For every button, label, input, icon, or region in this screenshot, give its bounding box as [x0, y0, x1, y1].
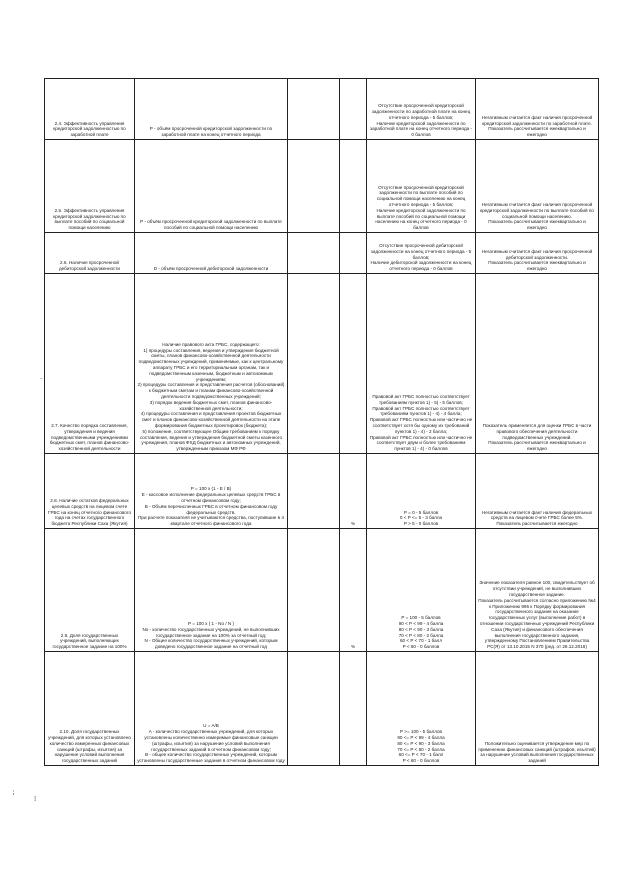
- formula-cell: P = 100 x ( 1 - No / N ) No - количество государственных учреждений, не выполнивших государственное задание на 100% за отчетный год; N - Общее количество государственных учреждений, которым доведено государственное задание на отчетный год: [135, 529, 288, 652]
- table-row: [45, 79, 599, 140]
- scoring-cell: Правовой акт ГРБС полностью соответствует требованиям пунктов 1) - 5) - 5 баллов; Правовой акт ГРБС полностью соответствует требованиям пунктов 1) - 4) - 4 балла; Правовой акт ГРБС полностью или частично не соответствует хотя бы одному из требований пунктов 1) - 4) - 2 балла; Правовой акт ГРБС полностью или частично не соответствует двум и более требованиям пунктов 1) - 4) - 0 баллов: [367, 274, 476, 454]
- unit-cell: %: [340, 454, 367, 529]
- unit-cell: [340, 274, 367, 454]
- scan-artifact: ⁏: [12, 788, 15, 796]
- formula-cell: P - объём просроченной кредиторской задолженности по выплате пособий по социальной помощи населению: [135, 140, 288, 233]
- scoring-cell: P = 0 - 5 баллов 0 < P <= 5 - 3 балла P > 5 - 0 баллов: [367, 454, 476, 529]
- scan-artifact: ⁞: [34, 795, 37, 803]
- comment-cell: Негативным считается факт наличия федеральных средств на лицевом счете ГРБС более 5%. Показатель рассчитывается ежегодно: [476, 454, 599, 529]
- indicator-name-cell: 2.10. Доля государственных учреждений, для которых установлено количество измеренных финансовых санкций (штрафы, изъятия) за нарушение условий выполнения государственных заданий: [45, 652, 135, 766]
- indicator-name-cell: 2.7. Качество порядка составления, утверждения и ведения подведомственными учреждениями бюджетных смет, планов финансово-хозяйственной деятельности: [45, 274, 135, 454]
- empty-cell: [288, 79, 340, 140]
- table-row: [45, 233, 599, 274]
- scoring-cell: P = 100 - 5 баллов 90 < P < 99 - 4 балла 80 < P < 90 - 3 балла 70 < P < 80 - 2 балла 60 < P < 70 - 1 балл P < 60 - 0 баллов: [367, 529, 476, 652]
- table-row: [45, 454, 599, 529]
- formula-cell: P - объём просроченной кредиторской задолженности по заработной плате на конец отчетного периода: [135, 79, 288, 140]
- indicator-name-cell: 2.6. Наличие просроченной дебиторской задолженности: [45, 233, 135, 274]
- unit-cell: [340, 233, 367, 274]
- table-row: [45, 529, 599, 652]
- unit-cell: [340, 140, 367, 233]
- unit-cell: [340, 652, 367, 766]
- comment-cell: Положительно оценивается утверждение мер по применению финансовых санкций (штрафов, изъятий) за нарушение условий выполнения государственных заданий: [476, 652, 599, 766]
- formula-cell: P = 100 x (1 - E / B) E - кассовое исполнение федеральных целевых средств ГРБС в отчетном финансовом году; B - Объём перечисленных ГРБС в отчетном финансовом году федеральных средств. При расчете показателя не учитываются средства, поступившие в 4 квартале отчетного финансового года: [135, 454, 288, 529]
- empty-cell: [288, 140, 340, 233]
- empty-cell: [288, 454, 340, 529]
- scoring-cell: Отсутствие просроченной дебиторской задолженности на конец отчетного периода - 5 баллов; Наличие дебиторской задолженности на конец отчетного периода - 0 баллов: [367, 233, 476, 274]
- unit-cell: [340, 79, 367, 140]
- scoring-cell: P >= 100 - 5 баллов 90 <= P < 99 - 4 балла 80 <= P < 90 - 3 балла 70 <= P < 80 - 2 балла 60 <= P < 70 - 1 балл P < 60 - 0 баллов: [367, 652, 476, 766]
- comment-cell: Показатель применяется для оценки ГРБС в части правового обеспечения деятельности подведомственных учреждений. Показатель рассчитывается ежеквартально и ежегодно: [476, 274, 599, 454]
- comment-cell: Значение показателя равное 100, свидетельствует об отсутствии учреждений, не выполнивших государственное задание. Показатель рассчитывается согласно приложению №4 к Приложению 995 к Порядку формирования государственного задания на оказание государственных услуг (выполнение работ) в отношении государственных учреждений Республики Саха (Якутия) и финансового обеспечения выполнения государственного задания, утвержденному Постановлением Правительства РС(Я) от 13.10.2015 N 370 (ред. от 28.12.2016): [476, 529, 599, 652]
- indicator-name-cell: 2.8. Наличие остатков федеральных целевых средств на лицевом счете ГРБС на конец отчетного финансового года на счетах государственного бюджета Республики Саха (Якутия): [45, 454, 135, 529]
- unit-cell: %: [340, 529, 367, 652]
- scan-artifact: ·: [40, 375, 43, 383]
- empty-cell: [288, 652, 340, 766]
- table-row: [45, 140, 599, 233]
- comment-cell: Негативным считается факт наличия просроченной кредиторской задолженности по заработной плате. Показатель рассчитывается ежеквартально и ежегодно: [476, 79, 599, 140]
- table-row: [45, 652, 599, 766]
- empty-cell: [288, 233, 340, 274]
- indicator-name-cell: 2.4. Эффективность управления кредиторской задолженностью по заработной плате: [45, 79, 135, 140]
- evaluation-criteria-table: [44, 78, 599, 766]
- scoring-cell: Отсутствие просроченной кредиторской задолженности по выплате пособий по социальной помощи населению на конец отчетного периода - 5 баллов; Наличие кредиторской задолженности по выплате пособий по социальной помощи населению на конец отчетного периода - 0 баллов: [367, 140, 476, 233]
- indicator-name-cell: 2.9. Доля государственных учреждений, выполняющих государственное задание на 100%: [45, 529, 135, 652]
- table-row: [45, 274, 599, 454]
- comment-cell: Негативным считается факт наличия просроченной кредиторской задолженности по выплате пособий по социальной помощи населению. Показатель рассчитывается ежеквартально и ежегодно: [476, 140, 599, 233]
- empty-cell: [288, 529, 340, 652]
- comment-cell: Негативным считается факт наличия просроченной дебиторской задолженности. Показатель рассчитывается ежеквартально и ежегодно: [476, 233, 599, 274]
- document-page: [44, 78, 598, 766]
- formula-cell: Наличие правового акта ГРБС, содержащего: 1) процедуры составления, ведения и утверждения бюджетной сметы, планов финансово-хозяйственной деятельности подведомственных учреждений, применяемые, как к центральному аппарату ГРБС и его территориальным органам, так и подведомственным казенным, бюджетным и автономным учреждениям; 2) процедуры составления и представления расчетов (обоснований) к бюджетным сметам и планам финансово-хозяйственной деятельности подведомственных учреждений; 3) порядок ведения бюджетных смет, планов финансово-хозяйственной деятельности; 4) процедуры составления и представления проектов бюджетных смет и планов финансово-хозяйственной деятельности на этапе формирования бюджетных проектировок (бюджета); 5) положение, соответствующее Общим требованиям к порядку составления, ведения и утверждения бюджетной сметы казенного учреждения, планов ФХД бюджетных и автономных учреждений, утвержденным приказом МФ РФ: [135, 274, 288, 454]
- formula-cell: U = A/B A - количество государственных учреждений, для которых установлены количественно измеримые финансовые санкции (штрафы, изъятия) за нарушение условий выполнения государственных заданий в отчетном финансовом году; B - общее количество государственных учреждений, которым установлены государственные задания в отчетном финансовом году: [135, 652, 288, 766]
- scoring-cell: Отсутствие просроченной кредиторской задолженности по заработной плате на конец отчетного периода - 5 баллов; Наличие кредиторской задолженности по заработной плате на конец отчетного периода - 0 баллов: [367, 79, 476, 140]
- empty-cell: [288, 274, 340, 454]
- indicator-name-cell: 2.5. Эффективность управления кредиторской задолженностью по выплате пособий по социальной помощи населению: [45, 140, 135, 233]
- formula-cell: D - объём просроченной дебиторской задолженности: [135, 233, 288, 274]
